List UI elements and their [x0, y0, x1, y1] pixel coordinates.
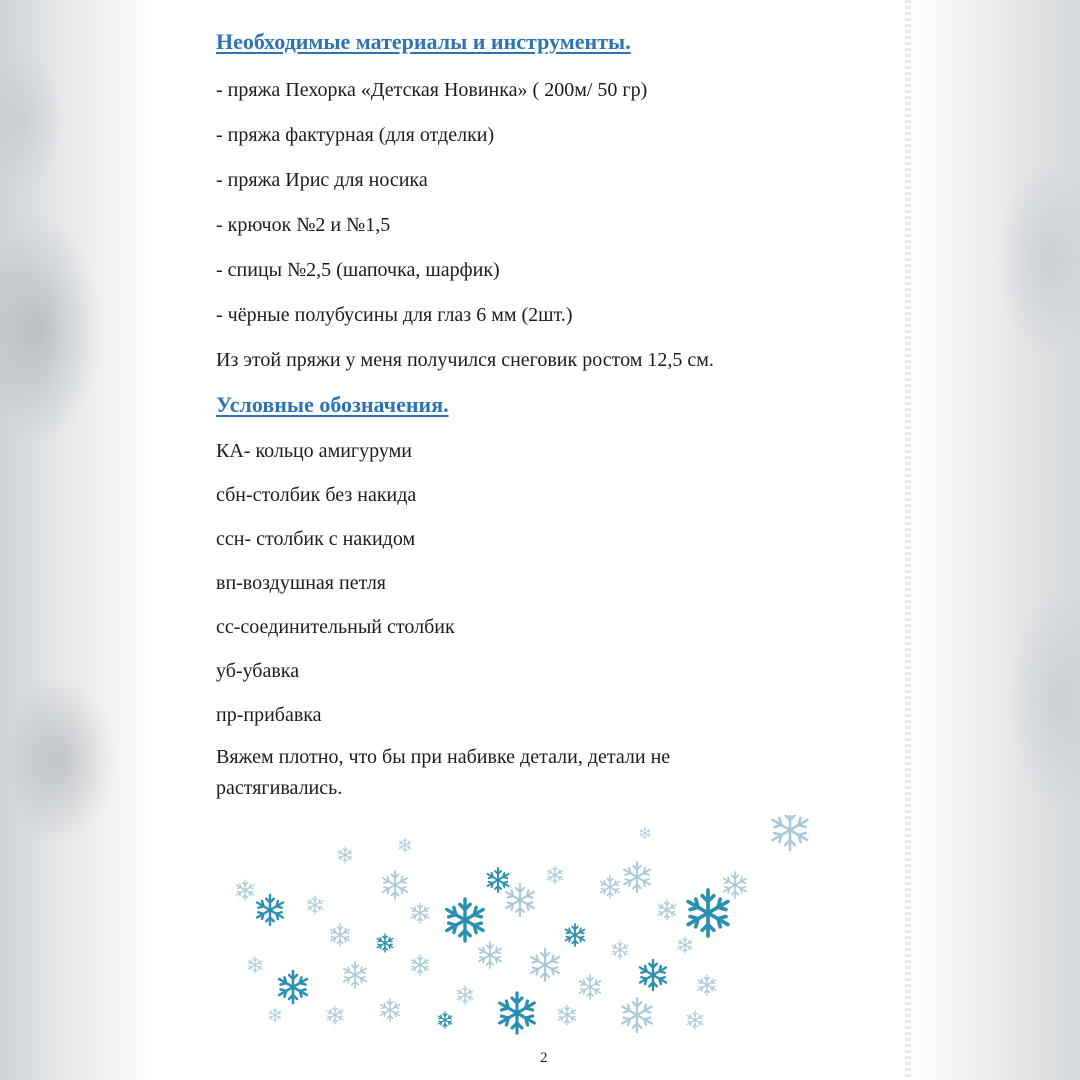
snowflake-icon: [547, 866, 563, 884]
snowflake-icon: [488, 868, 509, 892]
materials-item: - пряжа Ирис для носика: [216, 169, 428, 191]
snowflake-icon: [622, 998, 651, 1032]
snowflake-icon: [257, 895, 283, 925]
snowflake-icon: [687, 1011, 703, 1029]
snowflake-icon: [600, 876, 619, 898]
snowflake-icon: [327, 1006, 343, 1024]
materials-note: Из этой пряжи у меня получился снеговик ростом 12,5 см.: [216, 349, 714, 371]
snowflake-icon: [506, 884, 534, 916]
snowflake-icon: [558, 1005, 575, 1025]
blurred-left-backdrop: [0, 0, 150, 1080]
materials-item: - чёрные полубусины для глаз 6 мм (2шт.): [216, 304, 573, 326]
snowflake-icon: [236, 880, 253, 900]
legend-heading: Условные обозначения.: [216, 392, 449, 417]
materials-item: - спицы №2,5 (шапочка, шарфик): [216, 259, 500, 281]
snowflake-icon: [383, 871, 407, 899]
legend-item: сбн-столбик без накида: [216, 484, 417, 506]
snowflake-icon: [479, 942, 502, 968]
materials-item: - крючок №2 и №1,5: [216, 214, 391, 236]
legend-item: пр-прибавка: [216, 704, 322, 726]
snowflake-icon: [377, 934, 393, 952]
materials-heading: Необходимые материалы и инструменты.: [216, 29, 631, 54]
snowflake-icon: [698, 975, 715, 995]
page-number: 2: [540, 1050, 548, 1066]
legend-item: вп-воздушная петля: [216, 572, 387, 594]
legend-item: сс-соединительный столбик: [216, 616, 455, 638]
snowflake-icon: [411, 955, 428, 975]
snowflakes-decoration: [215, 815, 815, 1045]
snowflake-icon: [580, 975, 601, 999]
materials-item: - пряжа Пехорка «Детская Новинка» ( 200м/ 50 гр): [216, 79, 648, 101]
snowflake-icon: [457, 986, 473, 1004]
snowflake-icon: [678, 937, 692, 953]
snowflake-icon: [531, 949, 559, 981]
snowflake-icon: [624, 862, 650, 892]
materials-item: - пряжа фактурная (для отделки): [216, 124, 495, 146]
snowflake-icon: [344, 962, 367, 988]
snowflake-icon: [640, 827, 650, 839]
snowflake-icon: [447, 899, 483, 941]
snowflake-icon: [773, 815, 808, 850]
snowflake-icon: [500, 993, 535, 1033]
snowflake-icon: [269, 1008, 281, 1022]
legend-item: уб-убавка: [216, 660, 300, 682]
blurred-right-backdrop: [905, 0, 1080, 1080]
snowflake-icon: [688, 890, 728, 936]
page-edge: [905, 0, 911, 1080]
snowflake-icon: [380, 999, 399, 1021]
snowflake-icon: [565, 924, 584, 946]
legend-item: КА- кольцо амигуруми: [216, 440, 412, 462]
snowflake-icon: [330, 924, 349, 946]
legend-item: ссн- столбик с накидом: [216, 528, 416, 550]
snowflake-icon: [724, 872, 747, 898]
snowflake-icon: [612, 941, 628, 959]
snowflake-icon: [411, 903, 428, 923]
snowflake-icon: [338, 847, 352, 863]
snowflake-icon: [438, 1012, 452, 1028]
snowflake-icon: [279, 971, 307, 1003]
snowflake-icon: [248, 957, 262, 973]
legend-note: Вяжем плотно, что бы при набивке детали, детали не растягивались.: [216, 746, 671, 799]
page-content: [216, 26, 836, 804]
snowflake-icon: [658, 900, 675, 920]
snowflake-icon: [640, 960, 666, 990]
snowflake-icon: [307, 896, 323, 914]
snowflake-icon: [399, 838, 411, 852]
